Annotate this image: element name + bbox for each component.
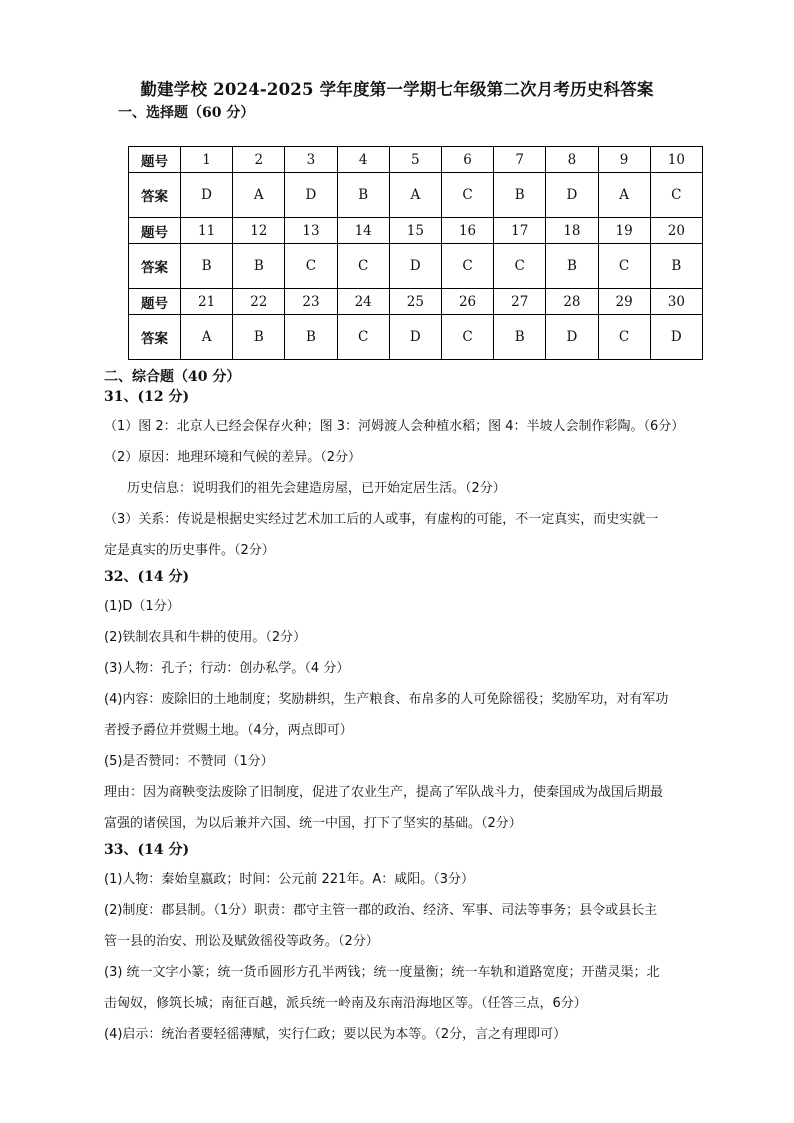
answer-cell: C bbox=[441, 173, 493, 218]
q32-line: 理由：因为商鞅变法废除了旧制度，促进了农业生产，提高了军队战斗力，使秦国成为战国后期最 bbox=[104, 785, 664, 800]
answer-cell: C bbox=[494, 244, 546, 289]
answer-cell: B bbox=[233, 315, 285, 360]
question-number-cell: 13 bbox=[285, 218, 337, 244]
q31-line: （3）关系：传说是根据史实经过艺术加工后的人或事，有虚构的可能，不一定真实，而史实就一 bbox=[104, 512, 659, 527]
question-number-cell: 26 bbox=[441, 289, 493, 315]
q31-line: 历史信息：说明我们的祖先会建造房屋，已开始定居生活。（2分） bbox=[127, 481, 506, 496]
answer-row bbox=[129, 244, 703, 289]
question-number-cell: 23 bbox=[285, 289, 337, 315]
answer-cell: B bbox=[337, 173, 389, 218]
question-number-cell: 24 bbox=[337, 289, 389, 315]
answer-cell: B bbox=[181, 244, 233, 289]
answer-cell: B bbox=[285, 315, 337, 360]
answer-row bbox=[129, 315, 703, 360]
answer-label: 答案 bbox=[129, 244, 181, 289]
answer-cell: C bbox=[337, 315, 389, 360]
question-number-cell: 3 bbox=[285, 147, 337, 173]
answer-cell: D bbox=[650, 315, 702, 360]
q32-heading: 32、(14 分) bbox=[104, 569, 190, 585]
question-number-label: 题号 bbox=[129, 147, 181, 173]
answer-cell: C bbox=[285, 244, 337, 289]
q31-heading: 31、(12 分) bbox=[104, 389, 190, 405]
question-number-cell: 5 bbox=[389, 147, 441, 173]
answer-label: 答案 bbox=[129, 173, 181, 218]
question-number-cell: 18 bbox=[546, 218, 598, 244]
question-number-cell: 14 bbox=[337, 218, 389, 244]
question-number-cell: 1 bbox=[181, 147, 233, 173]
answer-cell: C bbox=[441, 315, 493, 360]
q33-line: 管一县的治安、刑讼及赋敛徭役等政务。（2分） bbox=[104, 934, 379, 949]
q33-line: (2)制度：郡县制。（1分）职责：郡守主管一郡的政治、经济、军事、司法等事务；县令或县长主 bbox=[104, 903, 658, 918]
answer-cell: A bbox=[181, 315, 233, 360]
q33-line: 击匈奴，修筑长城；南征百越，派兵统一岭南及东南沿海地区等。（任答三点，6分） bbox=[104, 996, 587, 1011]
q32-line: (3)人物：孔子；行动：创办私学。（4 分） bbox=[104, 661, 350, 676]
answer-cell: D bbox=[285, 173, 337, 218]
answer-cell: D bbox=[389, 315, 441, 360]
answer-label: 答案 bbox=[129, 315, 181, 360]
answer-cell: D bbox=[546, 173, 598, 218]
question-number-row bbox=[129, 218, 703, 244]
question-number-cell: 7 bbox=[494, 147, 546, 173]
q32-line: (5)是否赞同：不赞同（1分） bbox=[104, 754, 274, 769]
question-number-label: 题号 bbox=[129, 218, 181, 244]
question-number-cell: 6 bbox=[441, 147, 493, 173]
answer-table-body bbox=[129, 147, 703, 360]
question-number-cell: 4 bbox=[337, 147, 389, 173]
question-number-cell: 29 bbox=[598, 289, 650, 315]
answer-cell: C bbox=[650, 173, 702, 218]
answer-cell: B bbox=[546, 244, 598, 289]
answer-cell: A bbox=[598, 173, 650, 218]
question-number-cell: 19 bbox=[598, 218, 650, 244]
question-number-cell: 22 bbox=[233, 289, 285, 315]
question-number-cell: 16 bbox=[441, 218, 493, 244]
q33-line: (4)启示：统治者要轻徭薄赋，实行仁政；要以民为本等。（2分，言之有理即可） bbox=[104, 1027, 567, 1042]
q31-line: （2）原因：地理环境和气候的差异。（2分） bbox=[104, 450, 362, 465]
answer-table bbox=[128, 146, 703, 360]
answer-cell: B bbox=[233, 244, 285, 289]
q32-line: (2)铁制农具和牛耕的使用。（2分） bbox=[104, 630, 307, 645]
question-number-cell: 10 bbox=[650, 147, 702, 173]
answer-cell: B bbox=[494, 315, 546, 360]
question-number-cell: 28 bbox=[546, 289, 598, 315]
q32-line: 者授予爵位并赏赐土地。（4分，两点即可） bbox=[104, 723, 353, 738]
section1-heading: 一、选择题（60 分） bbox=[118, 105, 255, 121]
answer-cell: D bbox=[181, 173, 233, 218]
question-number-cell: 11 bbox=[181, 218, 233, 244]
question-number-cell: 12 bbox=[233, 218, 285, 244]
answer-cell: B bbox=[650, 244, 702, 289]
question-number-row bbox=[129, 289, 703, 315]
question-number-row bbox=[129, 147, 703, 173]
q33-heading: 33、(14 分) bbox=[104, 842, 190, 858]
question-number-label: 题号 bbox=[129, 289, 181, 315]
answer-cell: B bbox=[494, 173, 546, 218]
q31-line: 定是真实的历史事件。（2分） bbox=[104, 543, 275, 558]
question-number-cell: 25 bbox=[389, 289, 441, 315]
question-number-cell: 15 bbox=[389, 218, 441, 244]
answer-row bbox=[129, 173, 703, 218]
question-number-cell: 2 bbox=[233, 147, 285, 173]
answer-cell: C bbox=[337, 244, 389, 289]
answer-cell: C bbox=[441, 244, 493, 289]
answer-cell: A bbox=[233, 173, 285, 218]
q32-line: (4)内容：废除旧的土地制度；奖励耕织，生产粮食、布帛多的人可免除徭役；奖励军功，对有军功 bbox=[104, 692, 669, 707]
answer-cell: D bbox=[546, 315, 598, 360]
answer-cell: A bbox=[389, 173, 441, 218]
q31-line: （1）图 2：北京人已经会保存火种；图 3：河姆渡人会种植水稻；图 4：半坡人会制作彩陶。（6分） bbox=[104, 419, 685, 434]
q33-line: (1)人物：秦始皇嬴政；时间：公元前 221年。A：咸阳。（3分） bbox=[104, 872, 475, 887]
answer-cell: D bbox=[389, 244, 441, 289]
answer-cell: C bbox=[598, 315, 650, 360]
question-number-cell: 17 bbox=[494, 218, 546, 244]
q32-line: 富强的诸侯国，为以后兼并六国、统一中国，打下了坚实的基础。（2分） bbox=[104, 816, 522, 831]
question-number-cell: 8 bbox=[546, 147, 598, 173]
q32-line: (1)D（1分） bbox=[104, 599, 180, 614]
section2-heading: 二、综合题（40 分） bbox=[104, 369, 241, 385]
page-title: 勤建学校 2024-2025 学年度第一学期七年级第二次月考历史科答案 bbox=[140, 80, 654, 99]
question-number-cell: 27 bbox=[494, 289, 546, 315]
question-number-cell: 30 bbox=[650, 289, 702, 315]
answer-cell: C bbox=[598, 244, 650, 289]
question-number-cell: 20 bbox=[650, 218, 702, 244]
question-number-cell: 9 bbox=[598, 147, 650, 173]
q33-line: (3) 统一文字小篆；统一货币圆形方孔半两钱；统一度量衡；统一车轨和道路宽度；开凿灵渠；北 bbox=[104, 965, 660, 980]
question-number-cell: 21 bbox=[181, 289, 233, 315]
